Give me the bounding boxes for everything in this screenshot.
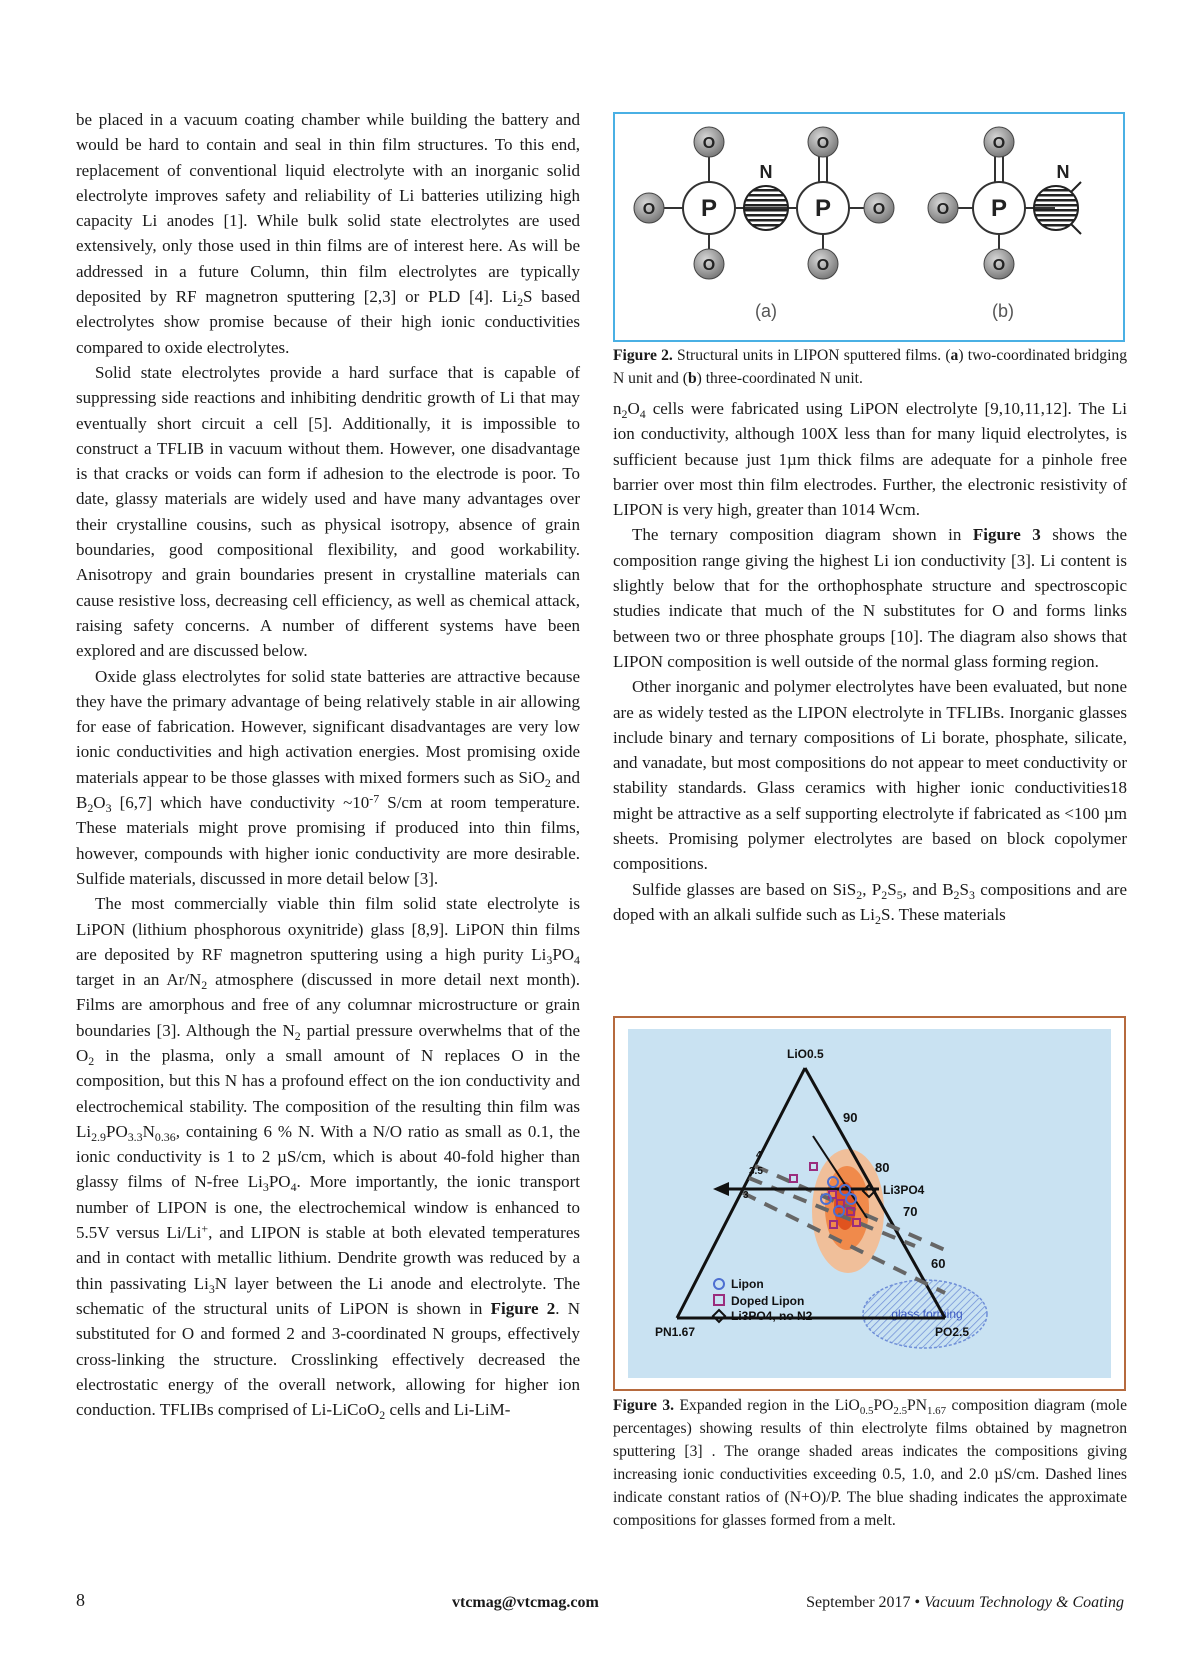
- ternary-diagram: [615, 1018, 1124, 1389]
- svg-text:3.5: 3.5: [749, 1166, 763, 1177]
- paragraph: Solid state electrolytes provide a hard surface that is capable of suppressing side reactions and inhibiting dendritic growth of Li that may eventually short circuit a cell [5]. Additionally, it is impossible to construct a TFLIB in vacuum without them. However, one disadvantage is that cracks or voids can form if adhesion to the electrode is poor. To date, glassy materials are widely used and have many advantages over their crystalline cousins, such as physical isotropy, absence of grain boundaries, good compositional flexibility, and good workability. Anisotropy and grain boundaries present in crystalline materials can cause resistive loss, decreasing cell efficiency, as well as chemical attack, raising safety concerns. A number of different systems have been explored and are discussed below.: [76, 362, 580, 661]
- left-column: [76, 107, 580, 1422]
- svg-text:Li3PO4, no N2: Li3PO4, no N2: [731, 1309, 813, 1323]
- svg-text:O: O: [816, 135, 830, 152]
- svg-text:80: 80: [875, 1160, 890, 1175]
- svg-text:P: P: [700, 195, 718, 222]
- svg-text:O: O: [702, 135, 716, 152]
- panel-labels: [755, 301, 1014, 321]
- svg-text:PO2.5: PO2.5: [935, 1325, 970, 1339]
- svg-text:70: 70: [903, 1204, 918, 1219]
- figure-2: [613, 112, 1125, 342]
- svg-text:N: N: [1056, 162, 1070, 182]
- right-column: [613, 396, 1127, 927]
- footer-email-link[interactable]: vtcmag@vtcmag.com: [452, 1594, 599, 1611]
- svg-text:Doped Lipon: Doped Lipon: [731, 1294, 805, 1308]
- svg-text:O: O: [642, 201, 656, 218]
- svg-text:O: O: [992, 257, 1006, 274]
- nitrogen-labels: [760, 162, 1070, 182]
- figure-3: [613, 1016, 1126, 1391]
- paragraph: Oxide glass electrolytes for solid state batteries are attractive because they have the primary advantage of being relatively stable in air allowing for ease of fabrication. However, significant disadvantages are very low ionic conductivities and high activation energies. Most promising oxide materials appear to be those glasses with mixed formers such as SiO$_2$ and $B_2O_3$ [6,7] which have conductivity $\sim 10^{-7}$ S/cm at room temperature. These materials might prove promising if produced into thin films, however, compounds with higher ionic conductivity are more desirable. Sulfide materials, discussed in more detail below [3].: [76, 666, 581, 888]
- svg-text:PN1.67: PN1.67: [655, 1325, 696, 1339]
- paragraph: Sulfide glasses are based on SiS$_2$, $P_2S_5$, and $B_2S_3$ compositions and are doped with an alkali sulfide such as $Li_2S$. These materials: [613, 879, 1128, 928]
- paragraph: The most commercially viable thin film solid state electrolyte is LiPON (lithium phosphorous oxynitride) glass [8,9]. LiPON thin films are deposited by RF magnetron sputtering using a high purity $Li_3PO_4$ target in an $Ar/N_2$ atmosphere (discussed in more detail next month). Films are amorphous and free of any columnar microstructure or grain boundaries [3]. Although the $N_2$ partial pressure overwhelms that of the $O_2$ in the plasma, only a small amount of N replaces O in the composition, but this N has a profound effect on the ion conductivity and electrochemical stability. The composition of the resulting thin film was $Li_{2.9}PO_{3.3}N_{0.36}$, containing 6 % N. With a N/O ratio as small as 0.1, the ionic conductivity is 1 to 2 µS/cm, which is about 40-fold higher than glassy films of N-free $Li_3PO_4$. More importantly, the ionic transport number of LIPON is one, the electrochemical window is enhanced to 5.5V versus Li/Li+, and LIPON is stable at both elevated temperatures and in contact with metallic lithium. Dendrite growth was reduced by a thin passivating $Li_3N$ layer between the Li anode and electrolyte. The schematic of the structural units of LiPON is shown in Figure 2. N substituted for O and formed 2 and 3-coordinated N groups, effectively cross-linking the structure. Crosslinking effectively decreased the electrostatic energy of the overall network, allowing for higher ion conduction. TFLIBs comprised of Li-LiCoO$_2$ cells and Li-LiM-: [76, 894, 580, 1423]
- label-b: (b): [992, 301, 1014, 321]
- glass-forming-label: glass forming: [891, 1307, 963, 1321]
- svg-text:LiO0.5: LiO0.5: [787, 1047, 824, 1061]
- figure-2-caption: Figure 2. Structural units in LIPON sputtered films. (a) two-coordinated bridging N unit and (b) three-coordinated N unit.: [613, 347, 1127, 387]
- svg-text:O: O: [702, 257, 716, 274]
- svg-text:O: O: [992, 135, 1006, 152]
- svg-text:Li3PO4: Li3PO4: [883, 1183, 925, 1197]
- page-number: 8: [76, 1590, 85, 1610]
- figure-3-caption: Figure 3. Expanded region in the $LiO_{0.5}PO_{2.5}PN_{1.67}$ composition diagram (mole percentages) showing results of thin electrolyte films obtained by magnetron sputtering [3] . The orange shaded areas indicates the compositions giving increasing ionic conductivities exceeding 0.5, 1.0, and 2.0 µS/cm. Dashed lines indicate constant ratios of (N+O)/P. The blue shading indicates the approximate compositions for glasses formed from a melt.: [613, 1397, 1128, 1529]
- svg-text:60: 60: [931, 1256, 946, 1271]
- lipon-structure-diagram: [615, 114, 1123, 340]
- svg-text:P: P: [990, 195, 1008, 222]
- svg-text:90: 90: [843, 1110, 858, 1125]
- paragraph: The ternary composition diagram shown in Figure 3 shows the composition range giving the highest Li ion conductivity [3]. Li content is slightly below that for the orthophosphate structure and spectroscopic studies indicate that much of the N substitutes for O and forms links between two or three phosphate groups [10]. The diagram also shows that LIPON composition is well outside of the normal glass forming region.: [613, 525, 1127, 671]
- svg-text:O: O: [936, 201, 950, 218]
- paragraph: Other inorganic and polymer electrolytes have been evaluated, but none are as widely tested as the LIPON electrolyte in TFLIBs. Inorganic glasses include binary and ternary compositions of Li borate, phosphate, silicate, and vanadate, but most compositions do not appear to meet conductivity or stability standards. Glass ceramics with higher ionic conductivities18 might be attractive as a self supporting electrolyte if fabricated as <100 µm sheets. Promising polymer electrolytes are based on block copolymer compositions.: [613, 677, 1127, 874]
- svg-text:O: O: [872, 201, 886, 218]
- svg-text:N: N: [759, 162, 773, 182]
- paragraph: be placed in a vacuum coating chamber while building the battery and would be hard to contain and seal in thin film structures. To this end, replacement of conventional liquid electrolyte with an inorganic solid electrolyte improves safety and reliability of Li batteries utilizing high capacity Li anodes [1]. While bulk solid state electrolytes are used extensively, only those used in thin films are of interest here. As will be addressed in a future Column, thin film electrolytes are typically deposited by RF magnetron sputtering [2,3] or PLD [4]. $Li_2S$ based electrolytes show promise because of their high ionic conductivities compared to oxide electrolytes.: [76, 110, 580, 357]
- footer-issue: September 2017 • Vacuum Technology & Coating: [806, 1594, 1124, 1611]
- svg-text:Lipon: Lipon: [731, 1277, 764, 1291]
- svg-text:3: 3: [743, 1190, 749, 1201]
- paragraph: $n_2O_4$ cells were fabricated using LiPON electrolyte [9,10,11,12]. The Li ion conductivity, although 100X less than for many liquid electrolytes, is sufficient because just 1µm thick films are adequate for a pinhole free barrier over most thin film electrodes. Further, the electronic resistivity of LIPON is very high, greater than 1014 Wcm.: [613, 399, 1127, 520]
- svg-text:O: O: [816, 257, 830, 274]
- svg-text:4: 4: [756, 1150, 762, 1161]
- label-a: (a): [755, 301, 777, 321]
- svg-text:P: P: [814, 195, 832, 222]
